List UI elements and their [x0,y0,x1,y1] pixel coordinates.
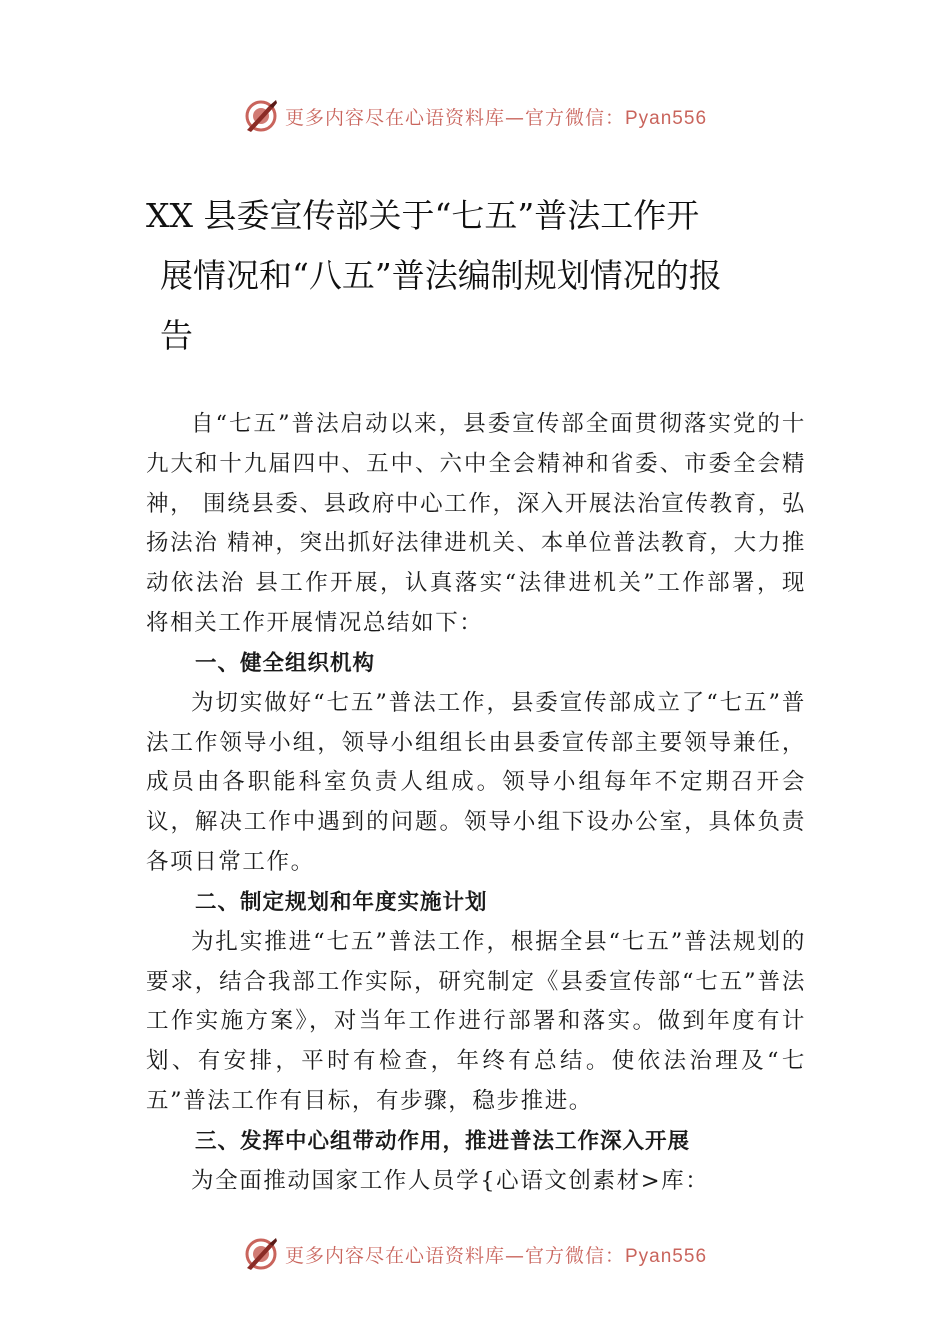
document-title [146,186,826,366]
pen-quill-logo-icon [243,98,279,134]
title-line-1: XX 县委宣传部关于“七五”普法工作开 [146,196,700,235]
section-1-heading: 一、健全组织机构 [195,650,376,676]
banner-text: 更多内容尽在心语资料库—官方微信：Pyan556 [284,1244,708,1267]
title-line-2: 展情况和“八五”普法编制规划情况的报 [160,256,722,295]
intro-paragraph: 自“七五”普法启动以来，县委宣传部全面贯彻落实党的十九大和十九届四中、五中、六中全会精神和省委、市委全会精神， 围绕县委、县政府中心工作，深入开展法治宣传教育，弘扬法治 精神，突出抓好法律进机关、本单位普法教育，大力推动依法治 县工作开展，认真落实“法律进机关”工作部署，现将相关工作开展情况总结如下： [146,411,806,636]
section-3-heading: 三、发挥中心组带动作用，推进普法工作深入开展 [195,1128,691,1154]
section-2-paragraph: 为扎实推进“七五”普法工作，根据全县“七五”普法规划的要求，结合我部工作实际，研究制定《县委宣传部“七五”普法工作实施方案》，对当年工作进行部署和落实。做到年度有计划、有安排，平时有检查，年终有总结。使依法治理及“七五”普法工作有目标，有步骤，稳步推进。 [146,928,806,1114]
footer-watermark-banner [0,1234,950,1274]
wechat-id: Pyan556 [625,107,708,129]
pen-quill-logo-icon [243,1236,279,1272]
wechat-id: Pyan556 [625,1245,708,1267]
section-1-paragraph: 为切实做好“七五”普法工作，县委宣传部成立了“七五”普法工作领导小组，领导小组组长由县委宣传部主要领导兼任，成员由各职能科室负责人组成。领导小组每年不定期召开会议，解决工作中遇到的问题。领导小组下设办公室，具体负责各项日常工作。 [146,689,806,875]
section-3-paragraph: 为全面推动国家工作人员学{心语文创素材>库： [191,1167,710,1194]
section-2-heading: 二、制定规划和年度实施计划 [195,889,488,915]
title-line-3: 告 [160,316,193,355]
banner-text: 更多内容尽在心语资料库—官方微信：Pyan556 [284,106,708,129]
document-body [146,405,806,1202]
header-watermark-banner [0,96,950,136]
